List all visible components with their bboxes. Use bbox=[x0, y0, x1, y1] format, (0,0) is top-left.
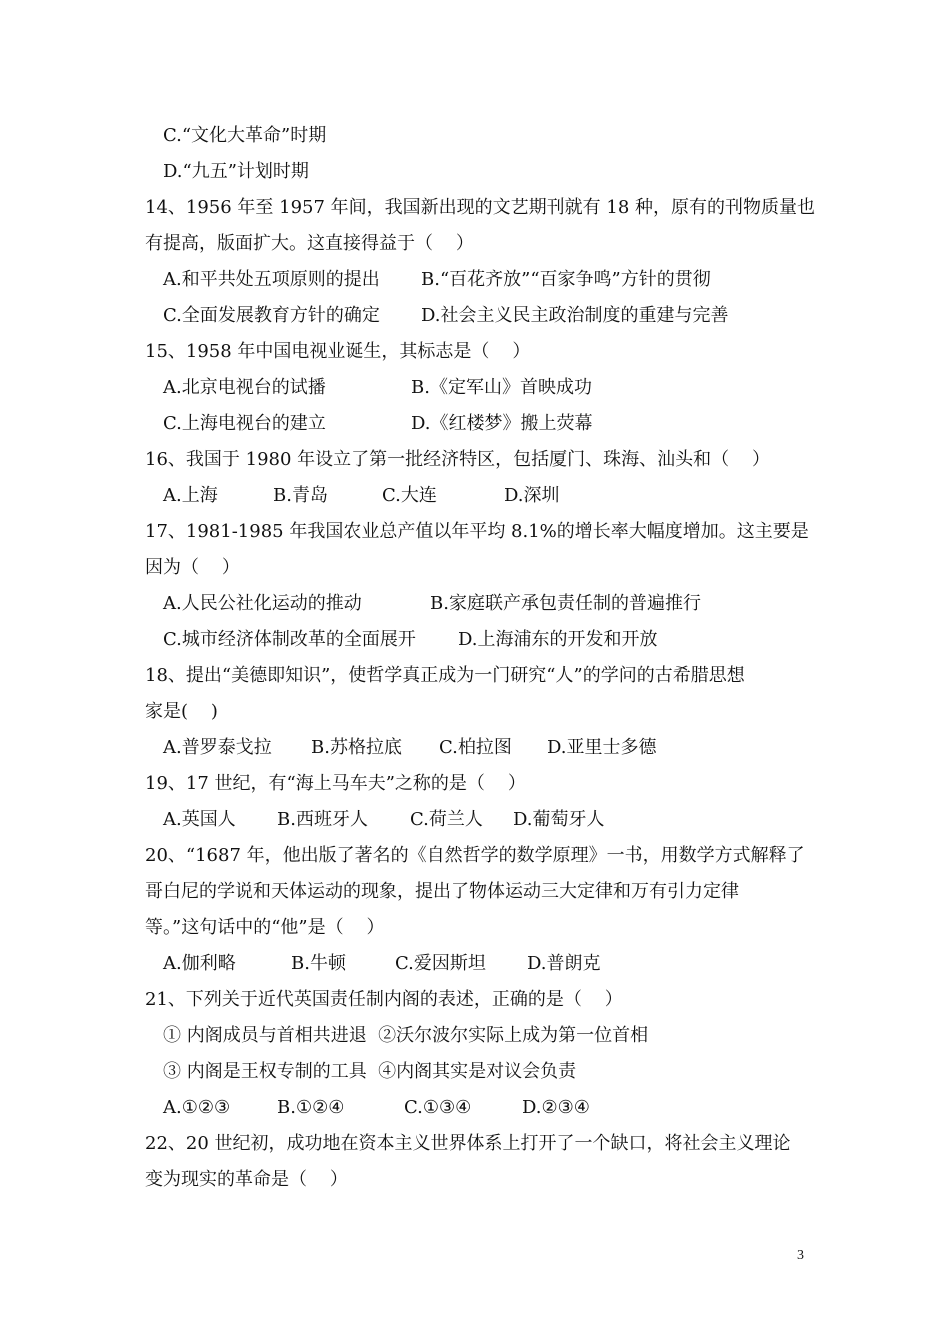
question-21-statement-row-2: ③ 内阁是王权专制的工具 ④内阁其实是对议会负责 bbox=[163, 1061, 577, 1082]
question-19-stem-line-1: 19、17 世纪，有“海上马车夫”之称的是（ ） bbox=[145, 773, 526, 794]
option-line bbox=[163, 125, 327, 147]
question-14-option-d: D.社会主义民主政治制度的重建与完善 bbox=[421, 305, 729, 326]
question-18-option-b: B.苏格拉底 bbox=[311, 737, 402, 758]
question-14-option-b: B.“百花齐放”“百家争鸣”方针的贯彻 bbox=[421, 269, 711, 290]
option-line bbox=[163, 161, 309, 183]
question-18-stem-line-1: 18、提出“美德即知识”，使哲学真正成为一门研究“人”的学问的古希腊思想 bbox=[145, 665, 745, 686]
question-14-option-c: C.全面发展教育方针的确定 bbox=[163, 305, 380, 326]
question-16-option-d: D.深圳 bbox=[504, 485, 560, 506]
question-15-option-b: B.《定军山》首映成功 bbox=[411, 377, 592, 398]
question-20-stem-line-2: 哥白尼的学说和天体运动的现象，提出了物体运动三大定律和万有引力定律 bbox=[145, 881, 739, 902]
question-20-option-d: D.普朗克 bbox=[527, 953, 601, 974]
question-15-options-row-2 bbox=[163, 413, 593, 435]
question-17-option-d: D.上海浦东的开发和开放 bbox=[458, 629, 658, 650]
question-15-option-a: A.北京电视台的试播 bbox=[163, 377, 326, 398]
question-17-options-row-1 bbox=[163, 593, 701, 615]
question-14-options-row-2 bbox=[163, 305, 729, 327]
question-21-option-d: D.②③④ bbox=[522, 1097, 590, 1118]
question-20-option-a: A.伽利略 bbox=[163, 953, 236, 974]
question-14-option-a: A.和平共处五项原则的提出 bbox=[163, 269, 380, 290]
question-14-options-row-1 bbox=[163, 269, 711, 291]
question-20-option-c: C.爱因斯坦 bbox=[395, 953, 486, 974]
question-22-stem-line-1: 22、20 世纪初，成功地在资本主义世界体系上打开了一个缺口，将社会主义理论 bbox=[145, 1133, 791, 1154]
question-15-options-row-1 bbox=[163, 377, 592, 399]
question-21-option-c: C.①③④ bbox=[404, 1097, 472, 1118]
question-18-option-a: A.普罗泰戈拉 bbox=[163, 737, 272, 758]
question-18-options-row bbox=[163, 737, 657, 759]
question-18-option-c: C.柏拉图 bbox=[439, 737, 512, 758]
question-17-option-c: C.城市经济体制改革的全面展开 bbox=[163, 629, 416, 650]
question-15-option-d: D.《红楼梦》搬上荧幕 bbox=[411, 413, 593, 434]
page-number: 3 bbox=[797, 1248, 804, 1263]
question-17-option-a: A.人民公社化运动的推动 bbox=[163, 593, 362, 614]
question-16-option-c: C.大连 bbox=[382, 485, 437, 506]
question-17-options-row-2 bbox=[163, 629, 658, 651]
question-19-option-d: D.葡萄牙人 bbox=[513, 809, 605, 830]
question-22-stem-line-2: 变为现实的革命是（ ） bbox=[145, 1169, 348, 1190]
question-21-statement-row-1: ① 内阁成员与首相共进退 ②沃尔波尔实际上成为第一位首相 bbox=[163, 1025, 649, 1046]
question-16-options-row bbox=[163, 485, 560, 507]
question-18-option-d: D.亚里士多德 bbox=[547, 737, 657, 758]
option-d: D.“九五”计划时期 bbox=[163, 161, 309, 182]
question-17-stem-line-2: 因为（ ） bbox=[145, 557, 240, 578]
question-21-option-b: B.①②④ bbox=[277, 1097, 345, 1118]
question-20-option-b: B.牛顿 bbox=[291, 953, 346, 974]
question-19-option-c: C.荷兰人 bbox=[410, 809, 483, 830]
question-21-stem-line-1: 21、下列关于近代英国责任制内阁的表述，正确的是（ ） bbox=[145, 989, 623, 1010]
question-14-stem-line-2: 有提高，版面扩大。这直接得益于（ ） bbox=[145, 233, 474, 254]
question-21-options-row bbox=[163, 1097, 590, 1119]
question-14-stem-line-1: 14、1956 年至 1957 年间，我国新出现的文艺期刊就有 18 种，原有的刊物质量也 bbox=[145, 197, 816, 218]
question-20-options-row bbox=[163, 953, 601, 975]
question-21-option-a: A.①②③ bbox=[163, 1097, 231, 1118]
question-20-stem-line-1: 20、“1687 年，他出版了著名的《自然哲学的数学原理》一书，用数学方式解释了 bbox=[145, 845, 805, 866]
question-16-stem-line-1: 16、我国于 1980 年设立了第一批经济特区，包括厦门、珠海、汕头和（ ） bbox=[145, 449, 771, 470]
question-17-option-b: B.家庭联产承包责任制的普遍推行 bbox=[430, 593, 701, 614]
question-19-option-b: B.西班牙人 bbox=[277, 809, 368, 830]
question-19-options-row bbox=[163, 809, 605, 831]
question-16-option-b: B.青岛 bbox=[273, 485, 328, 506]
question-17-stem-line-1: 17、1981-1985 年我国农业总产值以年平均 8.1%的增长率大幅度增加。这主要是 bbox=[145, 521, 809, 542]
question-19-option-a: A.英国人 bbox=[163, 809, 236, 830]
question-15-option-c: C.上海电视台的建立 bbox=[163, 413, 326, 434]
question-16-option-a: A.上海 bbox=[163, 485, 218, 506]
option-c: C.“文化大革命”时期 bbox=[163, 125, 327, 146]
question-18-stem-line-2: 家是( ) bbox=[145, 701, 218, 722]
question-20-stem-line-3: 等。”这句话中的“他”是（ ） bbox=[145, 917, 385, 938]
question-15-stem-line-1: 15、1958 年中国电视业诞生，其标志是（ ） bbox=[145, 341, 531, 362]
